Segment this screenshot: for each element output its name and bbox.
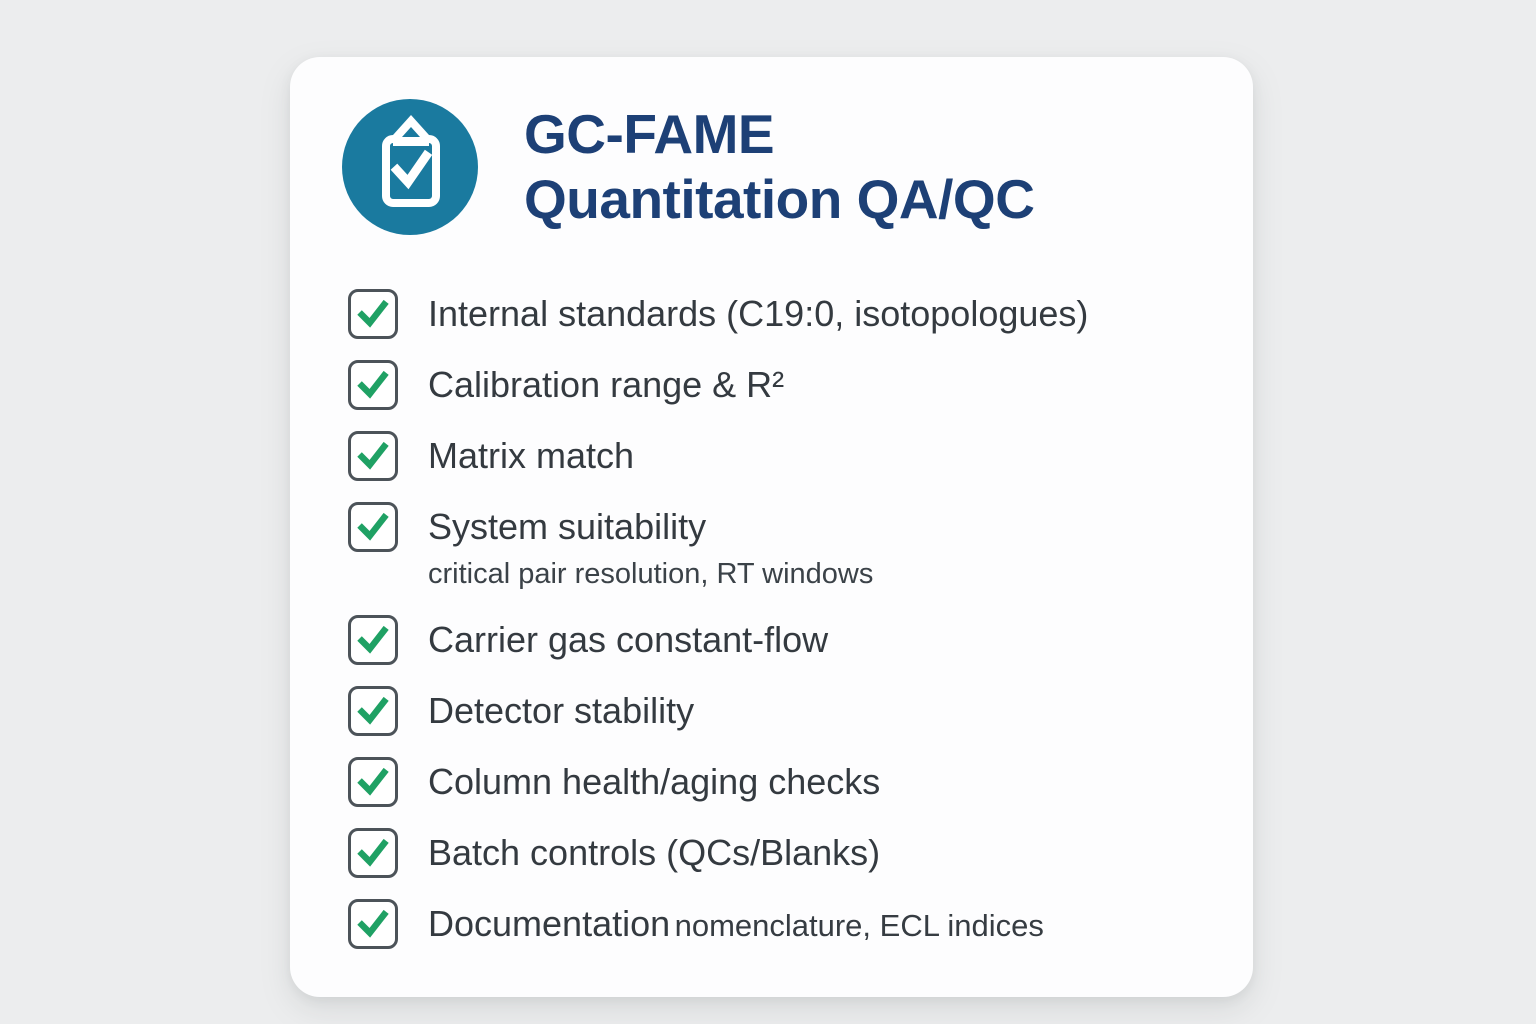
item-text <box>428 686 694 736</box>
item-label: Batch controls (QCs/Blanks) <box>428 832 881 873</box>
qa-checklist <box>348 289 1253 949</box>
check-icon <box>353 365 393 405</box>
item-text <box>428 360 784 410</box>
item-text <box>428 431 634 481</box>
checkbox-checked[interactable] <box>348 899 398 949</box>
check-icon <box>353 833 393 873</box>
item-label: Column health/aging checks <box>428 761 881 802</box>
item-label: Carrier gas constant-flow <box>428 619 829 660</box>
item-label: Detector stability <box>428 690 695 731</box>
checkbox-checked[interactable] <box>348 502 398 552</box>
page-title <box>524 102 1034 232</box>
item-note-text: nomenclature, ECL indices <box>674 908 1044 943</box>
checklist-item <box>348 431 1253 481</box>
checkbox-checked[interactable] <box>348 686 398 736</box>
check-icon <box>353 507 393 547</box>
item-note: critical pair resolution, RT windows <box>428 558 874 590</box>
check-icon <box>353 620 393 660</box>
check-icon <box>353 762 393 802</box>
check-icon <box>353 294 393 334</box>
item-label: Calibration range & R² <box>428 364 785 405</box>
item-label: System suitability <box>428 506 707 547</box>
checklist-item <box>348 757 1253 807</box>
item-text <box>428 289 1088 339</box>
checklist-item <box>348 828 1253 878</box>
item-text <box>428 615 828 665</box>
card-header <box>342 99 1253 235</box>
checklist-card <box>290 57 1253 997</box>
checklist-item <box>348 899 1253 949</box>
page-title-line1: GC-FAME <box>524 103 775 166</box>
checkbox-checked[interactable] <box>348 360 398 410</box>
check-icon <box>353 904 393 944</box>
checklist-item <box>348 289 1253 339</box>
checklist-item <box>348 502 1253 594</box>
check-icon <box>353 691 393 731</box>
checkbox-checked[interactable] <box>348 757 398 807</box>
check-icon <box>353 436 393 476</box>
item-note <box>675 908 1044 943</box>
checkbox-checked[interactable] <box>348 828 398 878</box>
checkbox-checked[interactable] <box>348 289 398 339</box>
checklist-item <box>348 686 1253 736</box>
item-text <box>428 757 880 807</box>
checkbox-checked[interactable] <box>348 431 398 481</box>
item-text <box>428 502 873 594</box>
checkbox-checked[interactable] <box>348 615 398 665</box>
page-title-line2: Quantitation QA/QC <box>524 168 1035 230</box>
item-text <box>428 899 1044 949</box>
item-label: Internal standards (C19:0, isotopologues) <box>428 293 1089 334</box>
clipboard-check-icon <box>342 99 478 235</box>
checklist-item <box>348 615 1253 665</box>
checklist-item <box>348 360 1253 410</box>
item-text <box>428 828 880 878</box>
item-label: Documentation <box>428 903 671 944</box>
item-label: Matrix match <box>428 435 635 476</box>
